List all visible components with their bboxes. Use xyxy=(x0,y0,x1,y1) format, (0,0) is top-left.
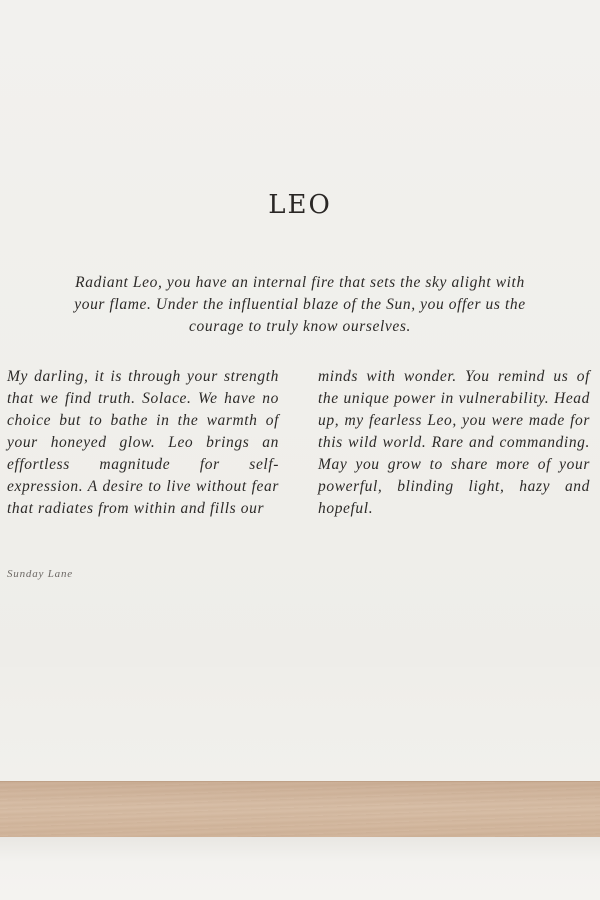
poster-intro-paragraph: Radiant Leo, you have an internal fire that sets the sky alight with your flame. Under the influential blaze of the Sun, you offer us the courage to truly know ourselves. xyxy=(74,274,526,335)
poster-title: LEO xyxy=(268,190,332,220)
poster-body-left-column: My darling, it is through your strength that we find truth. Solace. We have no choice but to bathe in the warmth of your honeyed glow. Leo brings an effortless magnitude for self-expression. A desire to live without fear that radiates from within and fills our xyxy=(7,368,279,517)
wooden-shelf-ledge xyxy=(0,782,600,837)
wall-background xyxy=(0,667,600,782)
poster-body-right-column: minds with wonder. You remind us of the unique power in vulnerability. Head up, my fearless Leo, you were made for this wild world. Rare and commanding. May you grow to share more of your powerful, blinding light, hazy and hopeful. xyxy=(318,368,590,517)
shelf-shadow-area xyxy=(0,837,600,900)
poster-signature: Sunday Lane xyxy=(7,568,73,580)
